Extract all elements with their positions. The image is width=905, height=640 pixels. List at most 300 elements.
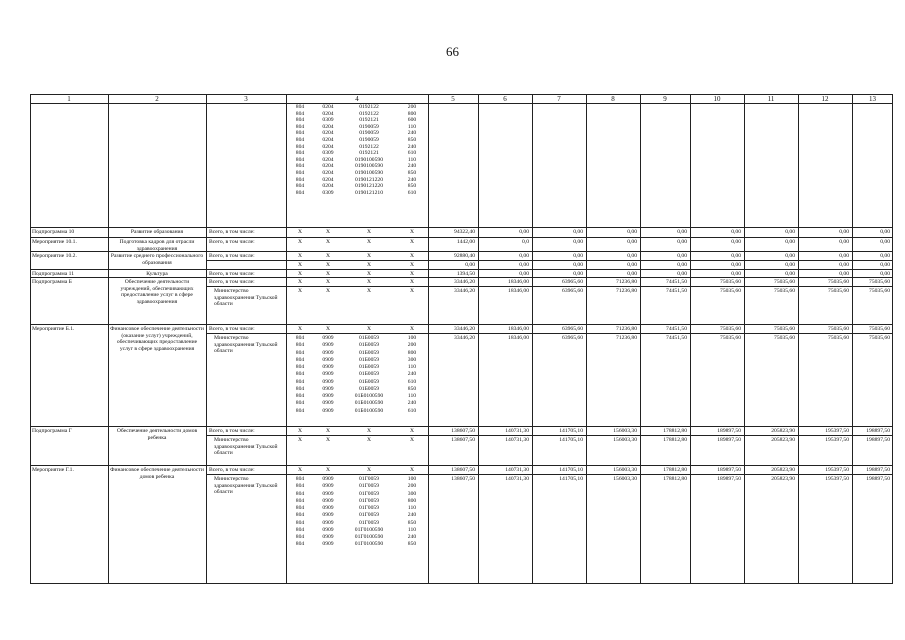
column-header: 7	[557, 95, 561, 103]
row-kind: Всего, в том числе:	[209, 467, 255, 473]
code-cell: 01Г0059	[358, 512, 379, 519]
value-cell: 33446,20	[454, 335, 475, 341]
code-cell: 804	[295, 490, 305, 497]
x-cell: X	[366, 326, 372, 332]
code-cell: 804	[295, 497, 305, 504]
code-cell: 240	[407, 371, 417, 378]
code-cell: 01Б0059	[359, 371, 379, 378]
code-cell: 0190100590	[355, 156, 383, 163]
code-cell: 0190059	[359, 137, 379, 143]
row-divider	[30, 277, 893, 278]
row-divider	[30, 426, 893, 427]
code-cell: 0204	[322, 143, 334, 150]
value-cell: 0,00	[627, 262, 637, 268]
x-cell: X	[409, 239, 415, 245]
value-cell: 0,00	[880, 271, 890, 277]
value-cell: 63965,60	[562, 288, 583, 294]
row-name: Подпрограмма Б	[32, 279, 72, 285]
code-cell: 0190059	[359, 130, 379, 137]
row-kind-detail: Министерство здравоохранения Тульской области	[214, 437, 278, 457]
value-cell: 0,00	[627, 229, 637, 235]
code-cell: 110	[407, 156, 417, 163]
value-cell: 0,00	[880, 262, 890, 268]
value-cell: 75035,60	[720, 326, 741, 332]
value-cell: 205823,90	[771, 437, 795, 443]
x-cell: X	[297, 271, 303, 277]
code-cell: 01Г0100590	[354, 534, 384, 541]
value-cell: 0,00	[519, 229, 529, 235]
value-cell: 178812,80	[663, 476, 687, 482]
value-cell: 33446,20	[454, 279, 475, 285]
row-title: Финансовое обеспечение деятельности (оказание услуг) учреждений, обеспечивающих предоставление услуг в сфере здравоохранения	[110, 326, 204, 352]
column-divider	[108, 94, 109, 584]
value-cell: 189897,50	[717, 437, 741, 443]
code-cell: 804	[295, 407, 305, 414]
value-cell: 0,00	[465, 262, 475, 268]
value-cell: 92880,40	[454, 253, 475, 259]
x-cell: X	[325, 288, 331, 294]
value-cell: 94322,40	[454, 229, 475, 235]
value-cell: 0,00	[839, 229, 849, 235]
x-cell: X	[325, 326, 331, 332]
code-cell: 0909	[322, 534, 334, 541]
row-title: Обеспечение деятельности домов ребенка	[116, 428, 198, 441]
code-cell: 01Г0059	[358, 483, 379, 490]
x-cell: X	[366, 279, 372, 285]
x-cell: X	[409, 253, 415, 259]
x-cell: X	[366, 288, 372, 294]
code-cell: 0204	[322, 156, 334, 163]
value-cell: 0,00	[573, 239, 583, 245]
code-cell: 01Б0059	[359, 342, 379, 349]
code-cell: 800	[407, 349, 417, 356]
code-cell: 804	[295, 183, 305, 190]
code-cell: 01Б0059	[359, 335, 379, 341]
code-cell: 0909	[322, 512, 334, 519]
value-cell: 140731,30	[505, 476, 529, 482]
value-cell: 0,00	[677, 271, 687, 277]
code-cell: 804	[295, 526, 305, 533]
column-header: 12	[821, 95, 829, 103]
x-cell: X	[297, 437, 303, 443]
x-cell: X	[366, 229, 372, 235]
value-cell: 74451,50	[666, 288, 687, 294]
x-cell: X	[297, 239, 303, 245]
code-cell: 01Г0059	[358, 476, 379, 482]
x-cell: X	[366, 467, 372, 473]
value-cell: 71236,80	[616, 279, 637, 285]
code-cell: 804	[295, 400, 305, 407]
x-cell: X	[366, 262, 372, 268]
code-cell: 01Б0059	[359, 349, 379, 356]
value-cell: 0,00	[839, 239, 849, 245]
row-kind-detail: Министерство здравоохранения Тульской области	[214, 288, 278, 308]
code-cell: 01Б0059	[359, 356, 379, 363]
value-cell: 0,00	[677, 253, 687, 259]
value-cell: 0,00	[731, 229, 741, 235]
x-cell: X	[325, 437, 331, 443]
row-divider	[206, 260, 893, 261]
x-cell: X	[297, 326, 303, 332]
code-cell: 804	[295, 483, 305, 490]
code-cell: 0909	[322, 526, 334, 533]
value-cell: 195397,50	[825, 437, 849, 443]
code-cell: 0909	[322, 385, 334, 392]
column-divider	[206, 94, 207, 584]
value-cell: 71236,80	[616, 335, 637, 341]
x-cell: X	[325, 467, 331, 473]
code-cell: 804	[295, 505, 305, 512]
value-cell: 63965,60	[562, 279, 583, 285]
value-cell: 140731,30	[505, 428, 529, 434]
code-cell: 804	[295, 104, 305, 110]
code-cell: 240	[407, 130, 417, 137]
code-cell: 0190121220	[355, 176, 383, 183]
x-cell: X	[409, 288, 415, 294]
code-cell: 804	[295, 356, 305, 363]
code-cell: 804	[295, 130, 305, 137]
row-name: Подпрограмма Г	[32, 428, 72, 434]
code-cell: 804	[295, 156, 305, 163]
x-cell: X	[409, 467, 415, 473]
row-kind: Всего, в том числе:	[209, 279, 255, 285]
code-cell: 0192121	[359, 150, 379, 157]
code-cell: 0204	[322, 110, 334, 117]
code-cell: 110	[407, 364, 417, 371]
code-cell: 0204	[322, 176, 334, 183]
value-cell: 0,00	[785, 253, 795, 259]
value-cell: 0,00	[839, 262, 849, 268]
value-cell: 0,00	[573, 262, 583, 268]
value-cell: 0,0	[522, 239, 529, 245]
code-cell: 804	[295, 123, 305, 130]
value-cell: 75035,60	[828, 288, 849, 294]
column-header: 5	[451, 95, 455, 103]
code-cell: 100	[407, 335, 417, 341]
code-cell: 0309	[322, 117, 334, 124]
code-cell: 804	[295, 143, 305, 150]
x-cell: X	[409, 262, 415, 268]
code-cell: 0190121220	[355, 183, 383, 190]
row-kind: Всего, в том числе:	[209, 239, 255, 245]
row-name: Мероприятие 10.1.	[32, 239, 77, 245]
code-cell: 610	[407, 150, 417, 157]
value-cell: 195397,50	[825, 476, 849, 482]
code-cell: 0204	[322, 163, 334, 170]
value-cell: 140731,30	[505, 467, 529, 473]
row-kind: Всего, в том числе:	[209, 229, 255, 235]
row-divider	[30, 237, 893, 238]
code-cell: 804	[295, 541, 305, 548]
value-cell: 75035,60	[774, 335, 795, 341]
code-cell: 850	[407, 541, 417, 548]
row-title: Развитие образования	[130, 229, 184, 235]
code-cell: 800	[407, 497, 417, 504]
value-cell: 0,00	[731, 271, 741, 277]
value-cell: 0,00	[519, 271, 529, 277]
code-cell: 0909	[322, 497, 334, 504]
value-cell: 0,00	[880, 239, 890, 245]
value-cell: 0,00	[731, 262, 741, 268]
row-kind: Всего, в том числе:	[209, 253, 255, 259]
value-cell: 178812,80	[663, 467, 687, 473]
code-cell: 610	[407, 378, 417, 385]
x-cell: X	[366, 253, 372, 259]
code-cell: 0909	[322, 393, 334, 400]
code-cell: 240	[407, 163, 417, 170]
code-cell: 0909	[322, 476, 334, 482]
value-cell: 189897,50	[717, 467, 741, 473]
value-cell: 0,00	[785, 239, 795, 245]
code-cell: 804	[295, 378, 305, 385]
code-cell: 804	[295, 163, 305, 170]
code-cell: 100	[407, 476, 417, 482]
value-cell: 75035,60	[869, 288, 890, 294]
value-cell: 205823,90	[771, 476, 795, 482]
code-cell: 850	[407, 137, 417, 143]
x-cell: X	[409, 229, 415, 235]
code-cell: 01Б0059	[359, 378, 379, 385]
row-name: Мероприятие Г.1.	[32, 467, 74, 473]
value-cell: 75035,60	[828, 279, 849, 285]
value-cell: 198897,50	[866, 437, 890, 443]
code-cell: 0909	[322, 349, 334, 356]
code-cell: 0909	[322, 505, 334, 512]
code-cell: 804	[295, 117, 305, 124]
code-cell: 110	[407, 526, 417, 533]
value-cell: 0,00	[519, 262, 529, 268]
x-cell: X	[409, 437, 415, 443]
code-cell: 300	[407, 356, 417, 363]
column-header: 3	[244, 95, 248, 103]
column-header: 11	[767, 95, 775, 103]
value-cell: 71236,80	[616, 326, 637, 332]
value-cell: 0,00	[839, 271, 849, 277]
x-cell: X	[325, 253, 331, 259]
value-cell: 18346,00	[508, 288, 529, 294]
row-title: Подготовка кадров для отрасли здравоохранения	[119, 239, 195, 252]
column-header: 8	[611, 95, 615, 103]
row-kind-detail: Министерство здравоохранения Тульской области	[214, 476, 278, 496]
code-cell: 850	[407, 385, 417, 392]
x-cell: X	[409, 428, 415, 434]
row-kind: Всего, в том числе:	[209, 271, 255, 277]
row-title: Развитие среднего профессионального образования	[110, 253, 204, 266]
code-cell: 0190100590	[355, 170, 383, 176]
value-cell: 205823,90	[771, 467, 795, 473]
value-cell: 0,00	[880, 253, 890, 259]
value-cell: 1442,00	[456, 239, 475, 245]
code-cell: 0909	[322, 356, 334, 363]
code-cell: 0204	[322, 130, 334, 137]
code-cell: 240	[407, 400, 417, 407]
x-cell: X	[297, 262, 303, 268]
code-cell: 01Б0059	[359, 364, 379, 371]
x-cell: X	[325, 271, 331, 277]
value-cell: 71236,80	[616, 288, 637, 294]
code-cell: 804	[295, 137, 305, 143]
code-cell: 0909	[322, 541, 334, 548]
page-number: 66	[446, 44, 459, 59]
value-cell: 18346,00	[508, 279, 529, 285]
column-header: 6	[503, 95, 507, 103]
value-cell: 138607,50	[451, 467, 475, 473]
value-cell: 138607,50	[451, 476, 475, 482]
row-kind-detail: Министерство здравоохранения Тульской области	[214, 335, 278, 355]
code-cell: 110	[407, 123, 417, 130]
value-cell: 141705,10	[559, 476, 583, 482]
code-cell: 110	[407, 393, 417, 400]
value-cell: 0,00	[519, 253, 529, 259]
code-cell: 110	[407, 505, 417, 512]
code-cell: 804	[295, 393, 305, 400]
code-cell: 01Б0059	[359, 385, 379, 392]
code-cell: 804	[295, 476, 305, 482]
code-cell: 804	[295, 512, 305, 519]
code-cell: 850	[407, 183, 417, 190]
code-cell: 240	[407, 512, 417, 519]
value-cell: 156003,30	[613, 428, 637, 434]
value-cell: 33446,20	[454, 326, 475, 332]
code-cell: 804	[295, 534, 305, 541]
code-cell: 804	[295, 170, 305, 176]
row-divider	[30, 227, 893, 228]
value-cell: 0,00	[785, 271, 795, 277]
value-cell: 156003,30	[613, 467, 637, 473]
value-cell: 63965,60	[562, 326, 583, 332]
code-cell: 0309	[322, 189, 334, 196]
code-cell: 0190121210	[355, 189, 383, 196]
value-cell: 1394,50	[456, 271, 475, 277]
value-cell: 75035,60	[774, 288, 795, 294]
value-cell: 0,00	[880, 229, 890, 235]
value-cell: 33446,20	[454, 288, 475, 294]
value-cell: 74451,50	[666, 279, 687, 285]
value-cell: 75035,60	[774, 326, 795, 332]
row-divider	[206, 435, 893, 436]
value-cell: 0,00	[677, 239, 687, 245]
code-cell: 01Г0100590	[354, 526, 384, 533]
code-cell: 0909	[322, 400, 334, 407]
value-cell: 141705,10	[559, 437, 583, 443]
value-cell: 178812,80	[663, 428, 687, 434]
value-cell: 0,00	[627, 271, 637, 277]
code-cell: 600	[407, 117, 417, 124]
x-cell: X	[325, 262, 331, 268]
code-cell: 01Б0100590	[354, 407, 384, 414]
value-cell: 74451,50	[666, 326, 687, 332]
value-cell: 198897,50	[866, 467, 890, 473]
code-cell: 0192122	[359, 104, 379, 110]
row-divider	[206, 286, 893, 287]
x-cell: X	[297, 229, 303, 235]
column-header: 10	[713, 95, 721, 103]
code-cell: 804	[295, 342, 305, 349]
code-cell: 804	[295, 189, 305, 196]
column-header: 9	[663, 95, 667, 103]
x-cell: X	[325, 229, 331, 235]
code-cell: 0192121	[359, 117, 379, 124]
value-cell: 138607,50	[451, 428, 475, 434]
code-cell: 800	[407, 110, 417, 117]
value-cell: 0,00	[573, 271, 583, 277]
code-cell: 200	[407, 483, 417, 490]
value-cell: 189897,50	[717, 476, 741, 482]
column-header: 13	[869, 95, 876, 103]
code-cell: 0204	[322, 104, 334, 110]
code-cell: 804	[295, 110, 305, 117]
x-cell: X	[366, 271, 372, 277]
value-cell: 63965,60	[562, 335, 583, 341]
x-cell: X	[409, 271, 415, 277]
code-cell: 0909	[322, 490, 334, 497]
code-cell: 850	[407, 519, 417, 526]
code-cell: 0192122	[359, 110, 379, 117]
value-cell: 195397,50	[825, 467, 849, 473]
x-cell: X	[366, 239, 372, 245]
code-cell: 240	[407, 176, 417, 183]
code-cell: 0909	[322, 483, 334, 490]
code-cell: 0190059	[359, 123, 379, 130]
value-cell: 0,00	[573, 229, 583, 235]
value-cell: 141705,10	[559, 467, 583, 473]
row-kind: Всего, в том числе:	[209, 428, 255, 434]
code-cell: 0909	[322, 378, 334, 385]
value-cell: 0,00	[731, 253, 741, 259]
row-title: Обеспечение деятельности учреждений, обеспечивающих предоставление услуг в сфере здравоохранения	[120, 279, 194, 305]
column-header: 1	[67, 95, 71, 103]
code-cell: 0204	[322, 123, 334, 130]
row-divider	[30, 324, 893, 325]
x-cell: X	[325, 279, 331, 285]
value-cell: 75035,60	[869, 279, 890, 285]
value-cell: 0,00	[627, 253, 637, 259]
code-cell: 804	[295, 364, 305, 371]
code-cell: 0204	[322, 137, 334, 143]
value-cell: 195397,50	[825, 428, 849, 434]
value-cell: 74451,50	[666, 335, 687, 341]
value-cell: 0,00	[785, 229, 795, 235]
value-cell: 141705,10	[559, 428, 583, 434]
value-cell: 178812,80	[663, 437, 687, 443]
value-cell: 75035,60	[720, 279, 741, 285]
value-cell: 75035,60	[720, 335, 741, 341]
value-cell: 0,00	[677, 229, 687, 235]
row-divider	[30, 269, 893, 270]
code-cell: 200	[407, 342, 417, 349]
code-cell: 300	[407, 490, 417, 497]
value-cell: 0,00	[785, 262, 795, 268]
x-cell: X	[297, 279, 303, 285]
x-cell: X	[366, 428, 372, 434]
code-cell: 804	[295, 349, 305, 356]
code-cell: 240	[407, 143, 417, 150]
code-cell: 804	[295, 176, 305, 183]
column-header: 2	[155, 95, 159, 103]
value-cell: 138607,50	[451, 437, 475, 443]
row-name: Мероприятие Б.1.	[32, 326, 75, 332]
x-cell: X	[297, 428, 303, 434]
value-cell: 0,00	[839, 253, 849, 259]
code-cell: 240	[407, 534, 417, 541]
code-cell: 0909	[322, 342, 334, 349]
value-cell: 156003,30	[613, 476, 637, 482]
row-title: Культура	[146, 271, 168, 277]
code-cell: 0909	[322, 364, 334, 371]
code-cell: 0909	[322, 371, 334, 378]
row-kind: Всего, в том числе:	[209, 326, 255, 332]
code-cell: 0909	[322, 335, 334, 341]
